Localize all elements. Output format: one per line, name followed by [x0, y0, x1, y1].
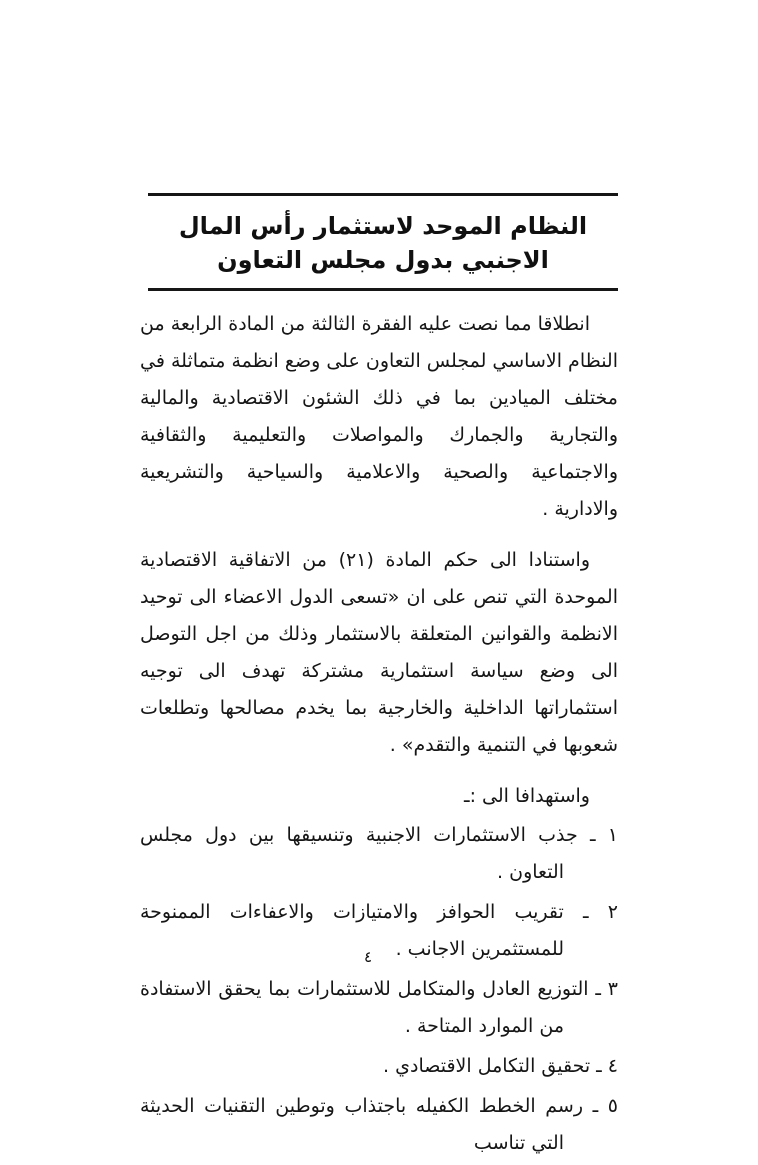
paragraph-1: انطلاقا مما نصت عليه الفقرة الثالثة من المادة الرابعة من النظام الاساسي لمجلس التعاون على وضع انظمة متماثلة في مختلف الميادين بما في ذلك الشئون الاقتصادية والمالية والتجارية والجمارك والمواصلات والتعليمية والثقافية والاجتماعية والصحية والاعلامية والسياحية والتشريعية والادارية .: [140, 313, 618, 520]
objective-item-3: ٣ ـ التوزيع العادل والمتكامل للاستثمارات بما يحقق الاستفادة من الموارد المتاحة .: [140, 978, 618, 1037]
page-number: ٤: [363, 948, 373, 966]
paragraph-2: واستنادا الى حكم المادة (٢١) من الاتفاقية الاقتصادية الموحدة التي تنص على ان «تسعى الدول الاعضاء الى توحيد الانظمة والقوانين المتعلقة بالاستثمار وذلك من اجل التوصل الى وضع سياسة استثمارية مشتركة تهدف الى توجيه استثماراتها الداخلية والخارجية بما يخدم مصالحها وتطلعات شعوبها في التنمية والتقدم» .: [140, 549, 618, 756]
objectives-list: [140, 817, 618, 1162]
objective-item-1: ١ ـ جذب الاستثمارات الاجنبية وتنسيقها بين دول مجلس التعاون .: [140, 824, 618, 883]
page-title-line-1: النظام الموحد لاستثمار رأس المال: [178, 212, 588, 240]
page-title-line-2: الاجنبي بدول مجلس التعاون: [217, 246, 549, 274]
objective-item-5: ٥ ـ رسم الخطط الكفيله باجتذاب وتوطين التقنيات الحديثة التي تناسب: [140, 1095, 618, 1154]
objectives-heading: واستهدافا الى :ـ: [464, 785, 590, 807]
body-column: [140, 306, 618, 1165]
title-block: [148, 193, 618, 291]
objective-item-2: ٢ ـ تقريب الحوافز والامتيازات والاعفاءات الممنوحة للمستثمرين الاجانب .: [140, 901, 618, 960]
objective-item-4: ٤ ـ تحقيق التكامل الاقتصادي .: [383, 1055, 618, 1077]
